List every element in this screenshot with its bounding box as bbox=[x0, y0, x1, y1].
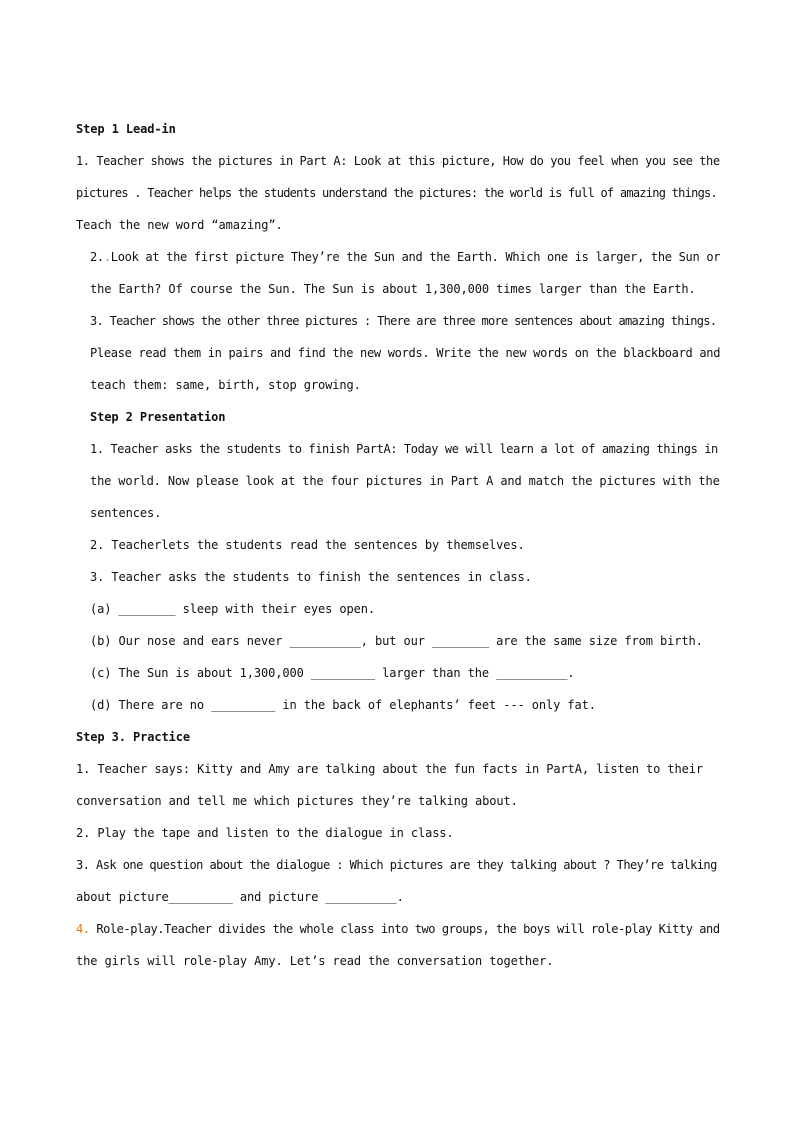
step1-item3-line3: teach them: same, birth, stop growing. bbox=[90, 378, 361, 392]
step1-item1-line1: 1. Teacher shows the pictures in Part A: Look at this picture, How do you feel when you see the bbox=[76, 154, 720, 168]
step1-item2-number: 2. bbox=[90, 250, 104, 264]
step3-item4-line2: the girls will role-play Amy. Let’s read the conversation together. bbox=[76, 954, 554, 968]
step2-blank-b: (b) Our nose and ears never __________, but our ________ are the same size from birth. bbox=[90, 634, 703, 648]
step3-item4-text: Role-play.Teacher divides the whole class into two groups, the boys will role-play Kitty and bbox=[89, 922, 720, 936]
step2-item1-line1: 1. Teacher asks the students to finish PartA: Today we will learn a lot of amazing things in bbox=[90, 442, 718, 456]
step1-heading: Step 1 Lead-in bbox=[76, 122, 176, 136]
step3-item3-line2: about picture_________ and picture __________. bbox=[76, 890, 404, 904]
step1-item2-line1 bbox=[90, 249, 720, 265]
step2-blank-a: (a) ________ sleep with their eyes open. bbox=[90, 602, 375, 616]
step3-item4-number: 4. bbox=[76, 922, 90, 936]
step3-heading: Step 3. Practice bbox=[76, 730, 190, 744]
step1-item3-line2: Please read them in pairs and find the new words. Write the new words on the blackboard and bbox=[90, 346, 721, 360]
step1-item1-line3: Teach the new word “amazing”. bbox=[76, 218, 283, 232]
step1-item2-text: Look at the first picture They’re the Sun and the Earth. Which one is larger, the Sun or bbox=[110, 250, 721, 264]
step2-blank-c: (c) The Sun is about 1,300,000 _________ larger than the __________. bbox=[90, 666, 575, 680]
step1-item2-stray-dot: . bbox=[103, 250, 111, 264]
step3-item1-line1: 1. Teacher says: Kitty and Amy are talking about the fun facts in PartA, listen to their bbox=[76, 762, 703, 776]
step3-item2: 2. Play the tape and listen to the dialogue in class. bbox=[76, 826, 454, 840]
step3-item3-line1: 3. Ask one question about the dialogue : Which pictures are they talking about ? They’re talking bbox=[76, 858, 717, 872]
step1-item1-line2: pictures . Teacher helps the students understand the pictures: the world is full of amazing things. bbox=[76, 186, 717, 200]
step1-item3-line1: 3. Teacher shows the other three pictures : There are three more sentences about amazing things. bbox=[90, 314, 717, 328]
step2-item1-line2: the world. Now please look at the four pictures in Part A and match the pictures with the bbox=[90, 474, 720, 488]
step3-item4-line1 bbox=[76, 921, 720, 937]
step1-item2-line2: the Earth? Of course the Sun. The Sun is about 1,300,000 times larger than the Earth. bbox=[90, 282, 696, 296]
step3-item1-line2: conversation and tell me which pictures they’re talking about. bbox=[76, 794, 518, 808]
step2-heading: Step 2 Presentation bbox=[90, 410, 226, 424]
step2-item1-line3: sentences. bbox=[90, 506, 162, 520]
step2-item3: 3. Teacher asks the students to finish the sentences in class. bbox=[90, 570, 532, 584]
step2-item2: 2. Teacherlets the students read the sentences by themselves. bbox=[90, 538, 525, 552]
step2-blank-d: (d) There are no _________ in the back of elephants’ feet --- only fat. bbox=[90, 698, 596, 712]
